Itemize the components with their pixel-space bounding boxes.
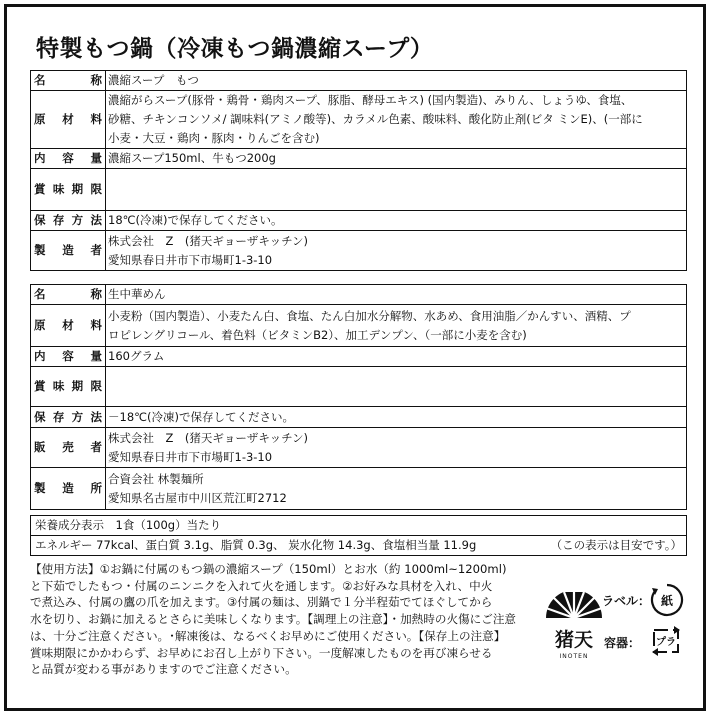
plastic-recycle-icon <box>648 624 684 658</box>
soup-spec-table <box>30 70 687 271</box>
usage-instructions <box>30 561 540 678</box>
usage-line: で煮込み、付属の鷹の爪を加えます。③付属の麺は、別鍋で１分半程茹でてほぐしてから <box>30 595 493 610</box>
nutrition-header: 栄養成分表示 1食（100g）当たり <box>31 516 686 536</box>
usage-line: 【使用方法】①お鍋に付属のもつ鍋の濃縮スープ（150ml）とお水（約 1000ml~1200ml) <box>30 562 507 576</box>
seller-line: 愛知県春日井市下市場町1-3-10 <box>108 449 273 464</box>
usage-line: 賞味期限にかかわらず、お早めにお召し上がり下さい。一度解凍したものを再び凍らせる <box>30 645 493 660</box>
noodle-maker-label: 製 造 所 <box>31 468 106 510</box>
nutrition-values: エネルギー 77kcal、蛋白質 3.1g、脂質 0.3g、 炭水化物 14.3g、食塩相当量 11.9g <box>35 538 477 552</box>
soup-name-value: 濃縮スープ もつ <box>106 71 687 91</box>
noodle-ingredients-value <box>106 305 687 347</box>
usage-line: は、十分ご注意ください。･解凍後は、なるべくお早めにご使用ください。【保存上の注意】 <box>30 628 506 643</box>
nutrition-body <box>31 536 686 555</box>
ingredients-line: 小麦・大豆・鶏肉・豚肉・りんごを含む) <box>108 131 320 145</box>
ingredients-line: ロピレングリコール、着色料（ビタミンB2）、加工デンプン、（一部に小麦を含む) <box>108 327 527 342</box>
nutrition-box <box>30 515 687 556</box>
soup-maker-value <box>106 231 687 271</box>
page-title: 特製もつ鍋（冷凍もつ鍋濃縮スープ） <box>36 36 434 62</box>
soup-storage-label: 保 存 方 法 <box>31 211 106 231</box>
soup-expiry-value <box>106 169 687 211</box>
noodle-storage-value: －18℃(冷凍)で保存してください。 <box>106 407 687 428</box>
noodle-ingredients-label: 原 材 料 <box>31 305 106 347</box>
seller-line: 株式会社 Z (猪天ギョーザキッチン) <box>108 430 309 445</box>
label-material-label: ラベル： <box>602 594 651 608</box>
soup-storage-value: 18℃(冷凍)で保存してください。 <box>106 211 687 231</box>
usage-line: 水を切り、お鍋に加えるとさらに美味しくなります。【調理上の注意】・加熱時の火傷にご注意 <box>30 612 517 627</box>
paper-mark-text: 紙 <box>660 594 674 608</box>
brand-logo <box>540 592 608 664</box>
noodle-name-value: 生中華めん <box>106 285 687 305</box>
noodle-spec-table <box>30 284 687 510</box>
maker-line: 合資会社 林製麺所 <box>108 471 204 486</box>
container-material-label: 容器： <box>604 636 641 650</box>
paper-recycle-icon <box>650 583 684 617</box>
noodle-contents-value: 160グラム <box>106 347 687 367</box>
plastic-mark-text: プラ <box>656 637 676 648</box>
noodle-name-label: 名 称 <box>31 285 106 305</box>
noodle-seller-label: 販 売 者 <box>31 428 106 468</box>
noodle-expiry-label: 賞 味 期 限 <box>31 367 106 407</box>
soup-ingredients-value <box>106 91 687 149</box>
soup-maker-label: 製 造 者 <box>31 231 106 271</box>
maker-line: 愛知県名古屋市中川区荒江町2712 <box>108 490 287 505</box>
ingredients-line: 小麦粉（国内製造）、小麦たん白、食塩、たん白加水分解物、水あめ、食用油脂／かんすい、酒精、プ <box>108 308 631 323</box>
brand-name: 猪天 <box>554 629 594 651</box>
noodle-maker-value <box>106 468 687 510</box>
maker-line: 愛知県春日井市下市場町1-3-10 <box>108 252 273 267</box>
usage-line: と品質が変わる事がありますのでご注意ください。 <box>30 662 297 677</box>
soup-name-label: 名 称 <box>31 71 106 91</box>
noodle-seller-value <box>106 428 687 468</box>
soup-expiry-label: 賞 味 期 限 <box>31 169 106 211</box>
rising-sun-icon <box>540 592 608 664</box>
soup-contents-value: 濃縮スープ150ml、牛もつ200g <box>106 149 687 169</box>
usage-line: と下茹でしたもつ・付属のニンニクを入れて火を通します。②お好みな具材を入れ、中火 <box>30 578 493 593</box>
maker-line: 株式会社 Z (猪天ギョーザキッチン) <box>108 233 309 248</box>
noodle-storage-label: 保 存 方 法 <box>31 407 106 428</box>
brand-romaji: INOTEN <box>559 653 589 660</box>
noodle-expiry-value <box>106 367 687 407</box>
noodle-contents-label: 内 容 量 <box>31 347 106 367</box>
nutrition-note: （この表示は目安です。） <box>550 538 682 552</box>
soup-contents-label: 内 容 量 <box>31 149 106 169</box>
ingredients-line: 砂糖、チキンコンソメ/ 調味料(アミノ酸等)、カラメル色素、酸味料、酸化防止剤(ビタ ミンE)、(一部に <box>108 112 643 126</box>
soup-ingredients-label: 原 材 料 <box>31 91 106 149</box>
ingredients-line: 濃縮がらスープ(豚骨・鶏骨・鶏肉スープ、豚脂、酵母エキス) (国内製造)、みりん、しょうゆ、食塩、 <box>108 93 633 107</box>
